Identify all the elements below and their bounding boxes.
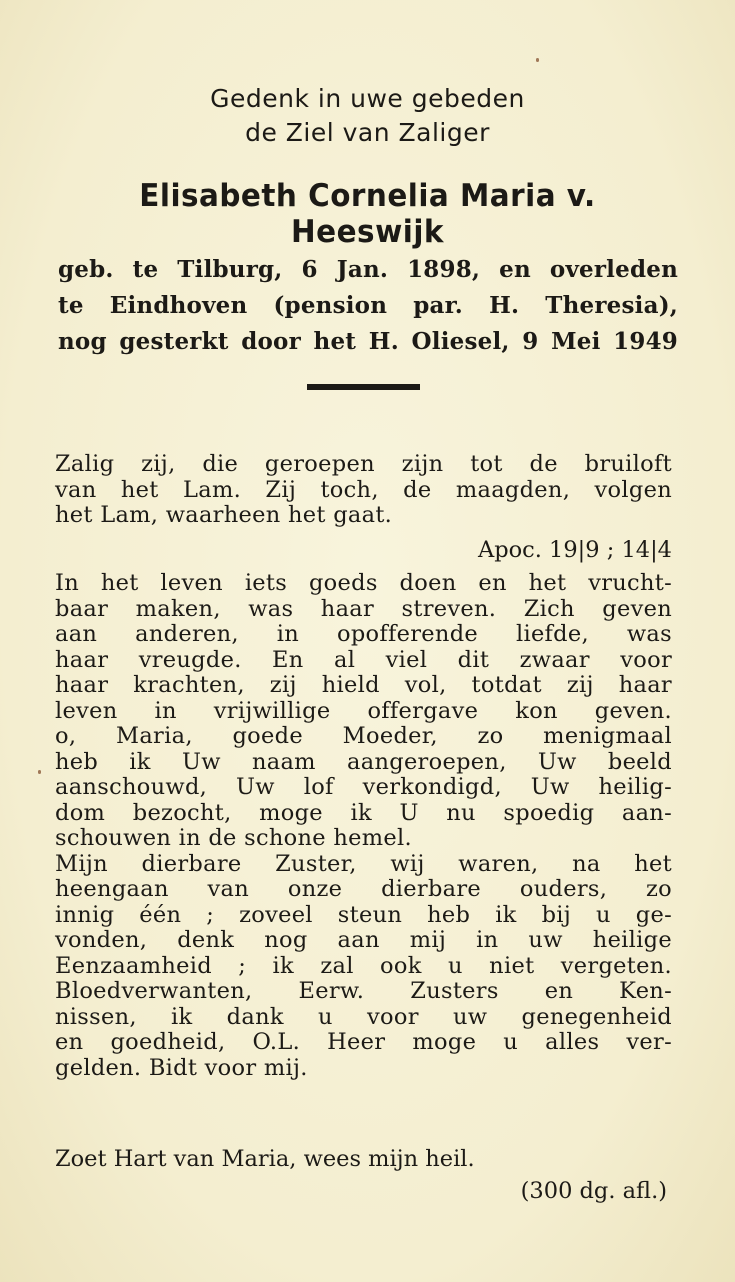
- prayer-line: heb ik Uw naam aangeroepen, Uw beeld: [55, 748, 672, 775]
- prayer-line: Bloedverwanten, Eerw. Zusters en Ken-: [55, 978, 672, 1004]
- prayer-text: [55, 571, 672, 1081]
- quote-line: het Lam, waarheen het gaat.: [55, 502, 393, 528]
- prayer-line: aanschouwd, Uw lof verkondigd, Uw heilig-: [55, 774, 672, 800]
- intro-line-1: Gedenk in uwe gebeden: [210, 84, 525, 113]
- prayer-line: nissen, ik dank u voor uw genegenheid: [55, 1003, 672, 1030]
- paper-speck: [38, 770, 41, 774]
- prayer-line: In het leven iets goeds doen en het vrucht-: [55, 570, 672, 596]
- paper-speck: [536, 58, 539, 62]
- deceased-name: Elisabeth Cornelia Maria v. Heeswijk: [139, 178, 596, 250]
- prayer-line: aan anderen, in opofferende liefde, was: [55, 621, 672, 647]
- quote-line: Zalig zij, die geroepen zijn tot de bruiloft: [55, 451, 672, 477]
- closing-line: Zoet Hart van Maria, wees mijn heil.: [55, 1146, 475, 1172]
- prayer-line: haar krachten, zij hield vol, totdat zij haar: [55, 672, 672, 698]
- card-header: [0, 82, 735, 150]
- prayer-line: baar maken, was haar streven. Zich geven: [55, 595, 672, 622]
- life-details: [58, 252, 678, 360]
- indulgence-note: (300 dg. afl.): [520, 1178, 667, 1204]
- scripture-quote: [55, 452, 672, 529]
- divider-rule: [307, 384, 420, 390]
- prayer-line: Eenzaamheid ; ik zal ook u niet vergeten.: [55, 952, 672, 979]
- prayer-line: heengaan van onze dierbare ouders, zo: [55, 876, 672, 902]
- prayer-line: schouwen in de schone hemel.: [55, 825, 412, 851]
- scripture-reference: Apoc. 19|9 ; 14|4: [477, 537, 672, 563]
- prayer-line: en goedheid, O.L. Heer moge u alles ver-: [55, 1029, 672, 1055]
- prayer-line: haar vreugde. En al viel dit zwaar voor: [55, 646, 672, 673]
- prayer-line: leven in vrijwillige offergave kon geven.: [55, 697, 672, 724]
- closing-prayer: [55, 1143, 672, 1207]
- prayer-line: gelden. Bidt voor mij.: [55, 1054, 308, 1081]
- quote-line: van het Lam. Zij toch, de maagden, volgen: [55, 476, 672, 503]
- details-line: nog gesterkt door het H. Oliesel, 9 Mei 1949: [58, 328, 678, 355]
- details-line: geb. te Tilburg, 6 Jan. 1898, en overleden: [58, 256, 678, 283]
- details-line: te Eindhoven (pension par. H. Theresia),: [58, 292, 678, 319]
- prayer-line: Mijn dierbare Zuster, wij waren, na het: [55, 850, 672, 877]
- prayer-line: o, Maria, goede Moeder, zo menigmaal: [55, 723, 672, 749]
- prayer-line: innig één ; zoveel steun heb ik bij u ge-: [55, 901, 672, 928]
- intro-line-2: de Ziel van Zaliger: [245, 118, 490, 147]
- prayer-line: vonden, denk nog aan mij in uw heilige: [55, 927, 672, 953]
- prayer-line: dom bezocht, moge ik U nu spoedig aan-: [55, 799, 672, 826]
